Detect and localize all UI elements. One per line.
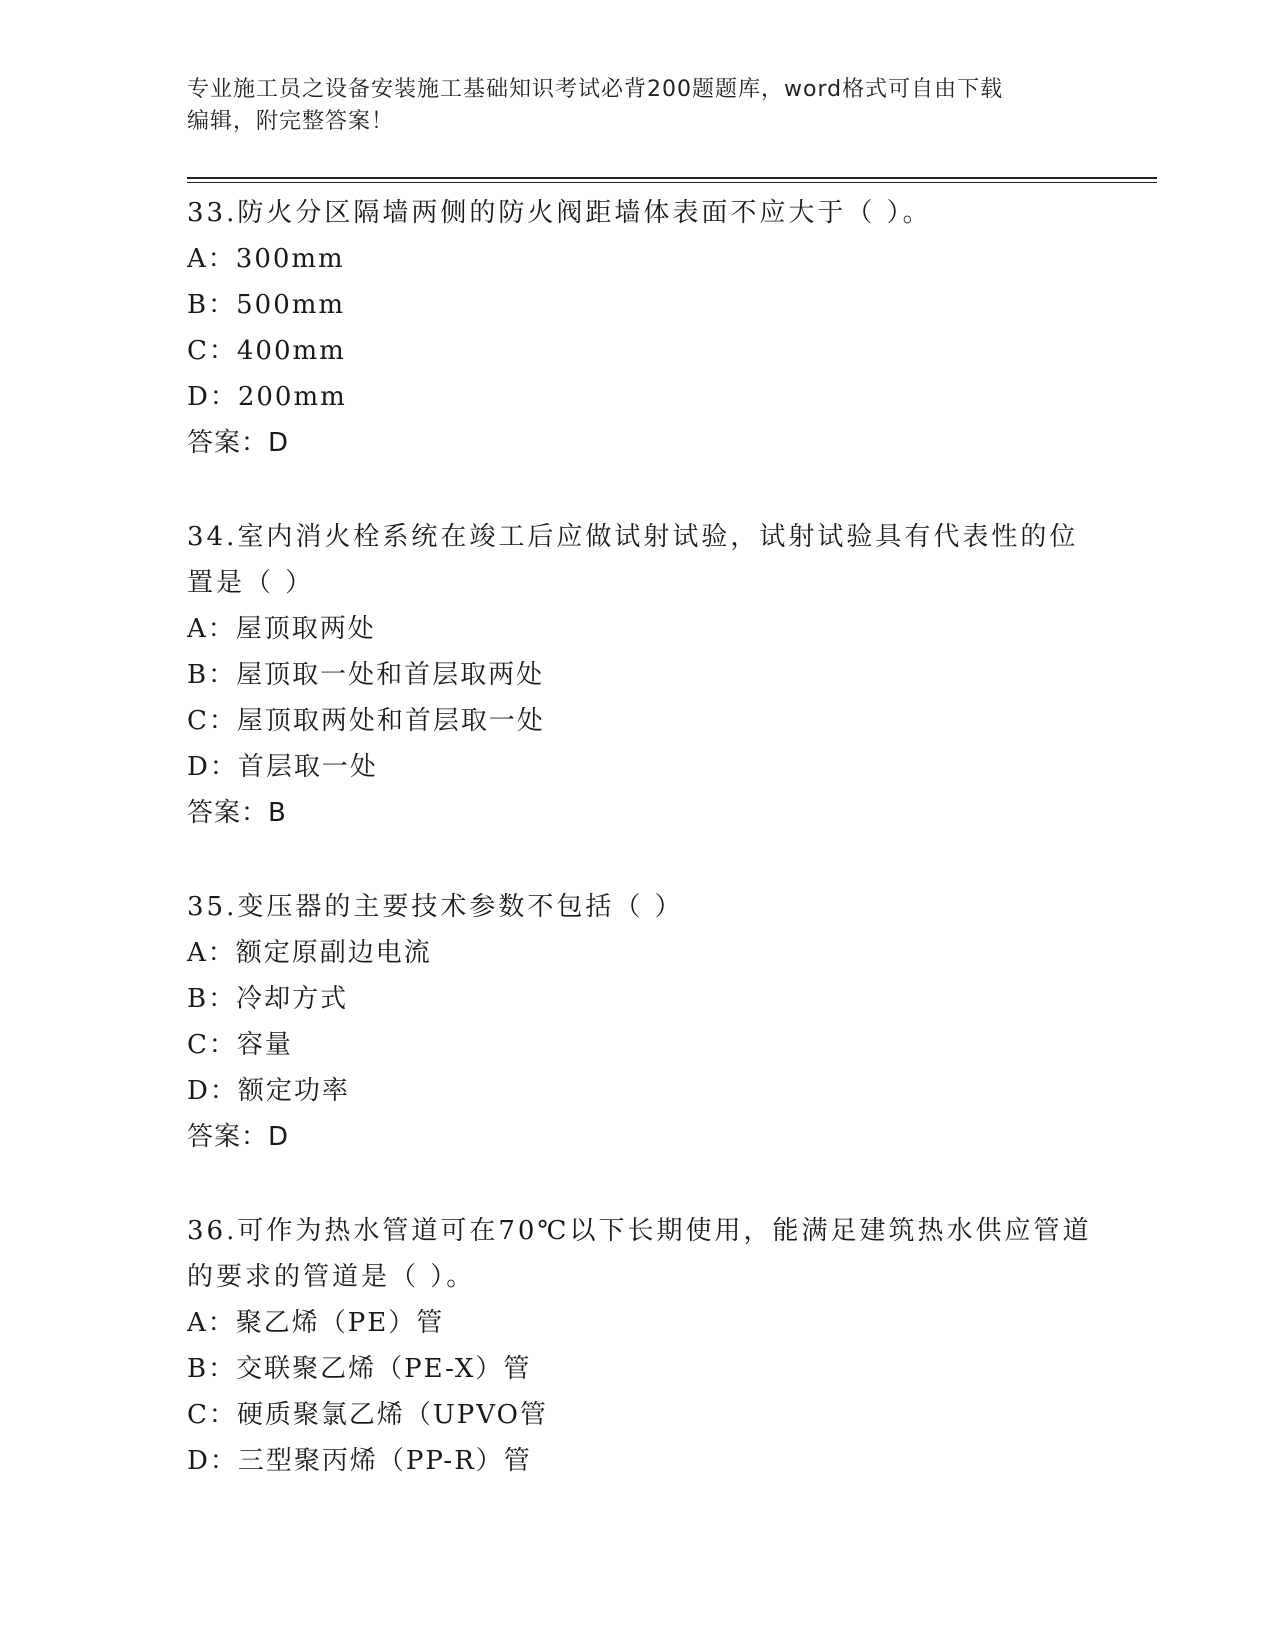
option-d: D：200mm [187, 382, 347, 412]
option-a: A：聚乙烯（PE）管 [187, 1308, 445, 1338]
option-b: B：屋顶取一处和首层取两处 [187, 660, 545, 690]
answer-line: 答案：D [187, 428, 290, 458]
question-stem: 33.防火分区隔墙两侧的防火阀距墙体表面不应大于（ ）。 [187, 198, 932, 228]
option-d: D：额定功率 [187, 1076, 350, 1106]
option-c: C：400mm [187, 336, 346, 366]
option-c: C：容量 [187, 1030, 293, 1060]
option-b: B：交联聚乙烯（PE-X）管 [187, 1354, 532, 1384]
header-title-line-1: 专业施工员之设备安装施工基础知识考试必背200题题库，word格式可自由下载 [187, 77, 1004, 102]
header-title-line-2: 编辑，附完整答案！ [187, 109, 395, 134]
option-a: A：屋顶取两处 [187, 614, 376, 644]
question-36 [187, 1208, 1107, 1484]
option-a: A：额定原副边电流 [187, 938, 432, 968]
answer-line: 答案：D [187, 1122, 290, 1152]
option-c: C：屋顶取两处和首层取一处 [187, 706, 545, 736]
option-d: D：三型聚丙烯（PP-R）管 [187, 1446, 532, 1476]
document-header [187, 74, 1087, 138]
option-a: A：300mm [187, 244, 345, 274]
header-divider [187, 177, 1157, 183]
option-d: D：首层取一处 [187, 752, 378, 782]
option-b: B：冷却方式 [187, 984, 349, 1014]
answer-line: 答案：B [187, 798, 287, 828]
question-33 [187, 190, 1107, 466]
question-stem: 35.变压器的主要技术参数不包括（ ） [187, 892, 684, 922]
question-35 [187, 884, 1107, 1160]
option-c: C：硬质聚氯乙烯（UPVO管 [187, 1400, 548, 1430]
question-stem: 36.可作为热水管道可在70℃以下长期使用，能满足建筑热水供应管道的要求的管道是（ ）。 [187, 1216, 1092, 1292]
question-34 [187, 514, 1107, 836]
question-list [187, 190, 1107, 1532]
option-b: B：500mm [187, 290, 346, 320]
question-stem: 34.室内消火栓系统在竣工后应做试射试验，试射试验具有代表性的位置是（ ） [187, 522, 1079, 598]
